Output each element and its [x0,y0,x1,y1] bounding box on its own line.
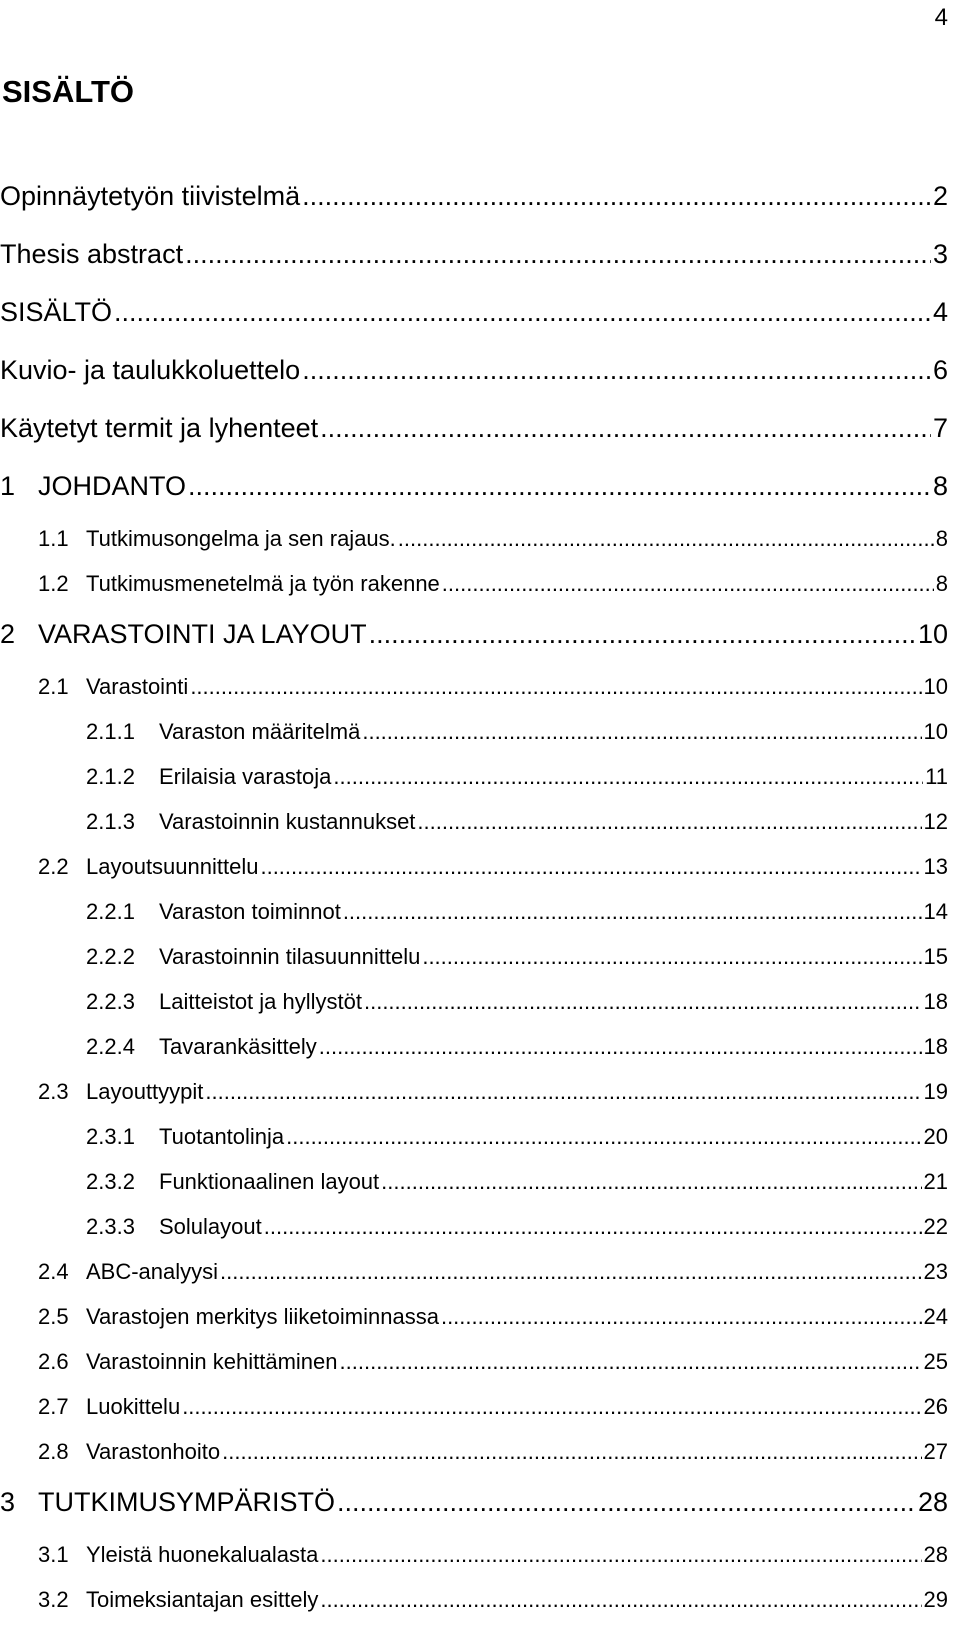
toc-entry[interactable] [0,1120,948,1165]
toc-entry-number: 2.2.3 [86,989,135,1014]
toc-entry[interactable] [0,805,948,850]
toc-entry-page: 29 [923,1587,948,1612]
toc-entry[interactable] [0,985,948,1030]
toc-entry[interactable] [0,715,948,760]
toc-entry-title: Thesis abstract [0,239,184,269]
dot-leader [220,1255,921,1289]
toc-entry-number: 1 [0,471,16,501]
toc-entry[interactable] [0,1075,948,1120]
toc-entry-number: 2.1.2 [86,764,135,789]
toc-entry[interactable] [0,940,948,985]
toc-entry-page: 27 [923,1439,948,1464]
toc-entry-title: Tutkimusongelma ja sen rajaus. [86,526,396,551]
toc-entry-page: 7 [932,413,948,443]
toc-entry[interactable] [0,232,948,290]
toc-entry-title: Solulayout [159,1214,262,1239]
toc-entry[interactable] [0,567,948,612]
toc-entry-number: 2 [0,619,16,649]
toc-entry-page: 28 [917,1487,948,1517]
toc-entry-number: 2.3.1 [86,1124,135,1149]
toc-entry-title: Varastoinnin kehittäminen [86,1349,338,1374]
toc-entry-number: 2.2.2 [86,944,135,969]
toc-entry-page: 15 [923,944,948,969]
toc-entry[interactable] [0,1300,948,1345]
toc-entry-number: 2.3.3 [86,1214,135,1239]
toc-entry[interactable] [0,760,948,805]
toc-entry-number: 2.4 [38,1259,69,1284]
toc-entry-number: 3.1 [38,1542,69,1567]
toc-entry-title: Layouttyypit [86,1079,204,1104]
toc-entry[interactable] [0,1583,948,1628]
toc-entry-title: Varastoinnin tilasuunnittelu [159,944,421,969]
toc-entry-page: 8 [935,571,948,596]
dot-leader [190,670,921,704]
toc-entry[interactable] [0,895,948,940]
dot-leader [442,567,934,601]
dot-leader [182,1390,921,1424]
toc-entry-title: Varastointi [86,674,189,699]
toc-entry[interactable] [0,406,948,464]
toc-entry[interactable] [0,522,948,567]
toc-entry-title: JOHDANTO [38,471,187,501]
toc-entry-title: Erilaisia varastoja [159,764,332,789]
toc-entry[interactable] [0,850,948,895]
toc-entry[interactable] [0,670,948,715]
toc-entry[interactable] [0,348,948,406]
dot-leader [398,522,934,556]
toc-entry-number: 2.2.4 [86,1034,135,1059]
toc-entry-page: 22 [923,1214,948,1239]
toc-entry-page: 10 [923,674,948,699]
dot-leader [114,290,931,334]
toc-entry[interactable] [0,464,948,522]
toc-entry[interactable] [0,1390,948,1435]
toc-entry-page: 11 [925,764,948,789]
toc-entry-title: Toimeksiantajan esittely [86,1587,319,1612]
toc-entry-title: Käytetyt termit ja lyhenteet [0,413,319,443]
toc-entry-number: 2.1 [38,674,69,699]
dot-leader [320,406,931,450]
dot-leader [185,232,931,276]
toc-entry-title: Tavarankäsittely [159,1034,317,1059]
toc-entry-title: Layoutsuunnittelu [86,854,259,879]
dot-leader [364,985,922,1019]
toc-entry[interactable] [0,1255,948,1300]
dot-leader [260,850,921,884]
toc-entry-page: 8 [935,526,948,551]
toc-entry-page: 18 [923,989,948,1014]
toc-entry-page: 19 [923,1079,948,1104]
toc-entry-number: 2.5 [38,1304,69,1329]
toc-entry-page: 26 [923,1394,948,1419]
toc-entry[interactable] [0,174,948,232]
toc-entry-title: Varaston toiminnot [159,899,341,924]
dot-leader [302,348,931,392]
dot-leader [320,1538,921,1572]
toc-entry-title: Varastoinnin kustannukset [159,809,416,834]
toc-entry-title: SISÄLTÖ [0,297,113,327]
toc-entry-title: TUTKIMUSYMPÄRISTÖ [38,1487,336,1517]
toc-entry-number: 2.6 [38,1349,69,1374]
toc-entry-number: 2.2.1 [86,899,135,924]
toc-entry-number: 1.1 [38,526,69,551]
toc-entry[interactable] [0,290,948,348]
toc-entry[interactable] [0,1538,948,1583]
dot-leader [417,805,921,839]
toc-entry-title: Tuotantolinja [159,1124,285,1149]
dot-leader [340,1345,922,1379]
toc-entry-number: 2.1.1 [86,719,135,744]
toc-entry-page: 3 [932,239,948,269]
dot-leader [362,715,921,749]
dot-leader [441,1300,922,1334]
toc-entry-page: 28 [923,1542,948,1567]
toc-entry[interactable] [0,612,948,670]
toc-entry-title: Opinnäytetyön tiivistelmä [0,181,301,211]
toc-entry[interactable] [0,1345,948,1390]
dot-leader [333,760,923,794]
toc-entry-number: 2.2 [38,854,69,879]
toc-entry-page: 10 [923,719,948,744]
toc-entry-number: 1.2 [38,571,69,596]
toc-entry-title: VARASTOINTI JA LAYOUT [38,619,367,649]
toc-entry[interactable] [0,1480,948,1538]
dot-leader [337,1480,916,1524]
toc-entry-page: 20 [923,1124,948,1149]
page-title: SISÄLTÖ [2,74,135,109]
dot-leader [381,1165,921,1199]
dot-leader [320,1583,921,1617]
dot-leader [369,612,916,656]
toc-entry-page: 12 [923,809,948,834]
toc-entry-number: 2.3 [38,1079,69,1104]
toc-entry-number: 3 [0,1487,16,1517]
toc-entry[interactable] [0,1165,948,1210]
toc-entry-title: Varaston määritelmä [159,719,361,744]
toc-entry-page: 21 [923,1169,948,1194]
dot-leader [343,895,922,929]
toc-entry-page: 23 [923,1259,948,1284]
toc-entry-page: 25 [923,1349,948,1374]
toc-entry[interactable] [0,1030,948,1075]
dot-leader [422,940,921,974]
toc-entry-page: 18 [923,1034,948,1059]
toc-entry-page: 14 [923,899,948,924]
page-number: 4 [934,4,948,31]
toc-entry-title: Kuvio- ja taulukkoluettelo [0,355,301,385]
toc-entry-number: 2.8 [38,1439,69,1464]
toc-entry[interactable] [0,1435,948,1480]
toc-entry-title: ABC-analyysi [86,1259,219,1284]
table-of-contents [0,174,948,1628]
toc-entry-title: Laitteistot ja hyllystöt [159,989,362,1014]
toc-entry-number: 3.2 [38,1587,69,1612]
toc-entry-title: Varastonhoito [86,1439,221,1464]
toc-entry-page: 6 [932,355,948,385]
toc-entry-number: 2.3.2 [86,1169,135,1194]
toc-entry-page: 4 [932,297,948,327]
dot-leader [286,1120,921,1154]
toc-entry-page: 8 [932,471,948,501]
toc-entry-page: 13 [923,854,948,879]
toc-entry[interactable] [0,1210,948,1255]
dot-leader [319,1030,922,1064]
toc-entry-title: Tutkimusmenetelmä ja työn rakenne [86,571,440,596]
toc-entry-number: 2.7 [38,1394,69,1419]
dot-leader [205,1075,921,1109]
dot-leader [188,464,931,508]
dot-leader [222,1435,921,1469]
toc-entry-title: Luokittelu [86,1394,181,1419]
toc-entry-page: 10 [917,619,948,649]
toc-entry-title: Funktionaalinen layout [159,1169,380,1194]
toc-entry-number: 2.1.3 [86,809,135,834]
dot-leader [264,1210,922,1244]
toc-entry-title: Yleistä huonekalualasta [86,1542,319,1567]
toc-entry-page: 24 [923,1304,948,1329]
toc-entry-title: Varastojen merkitys liiketoiminnassa [86,1304,439,1329]
toc-entry-page: 2 [932,181,948,211]
dot-leader [302,174,931,218]
